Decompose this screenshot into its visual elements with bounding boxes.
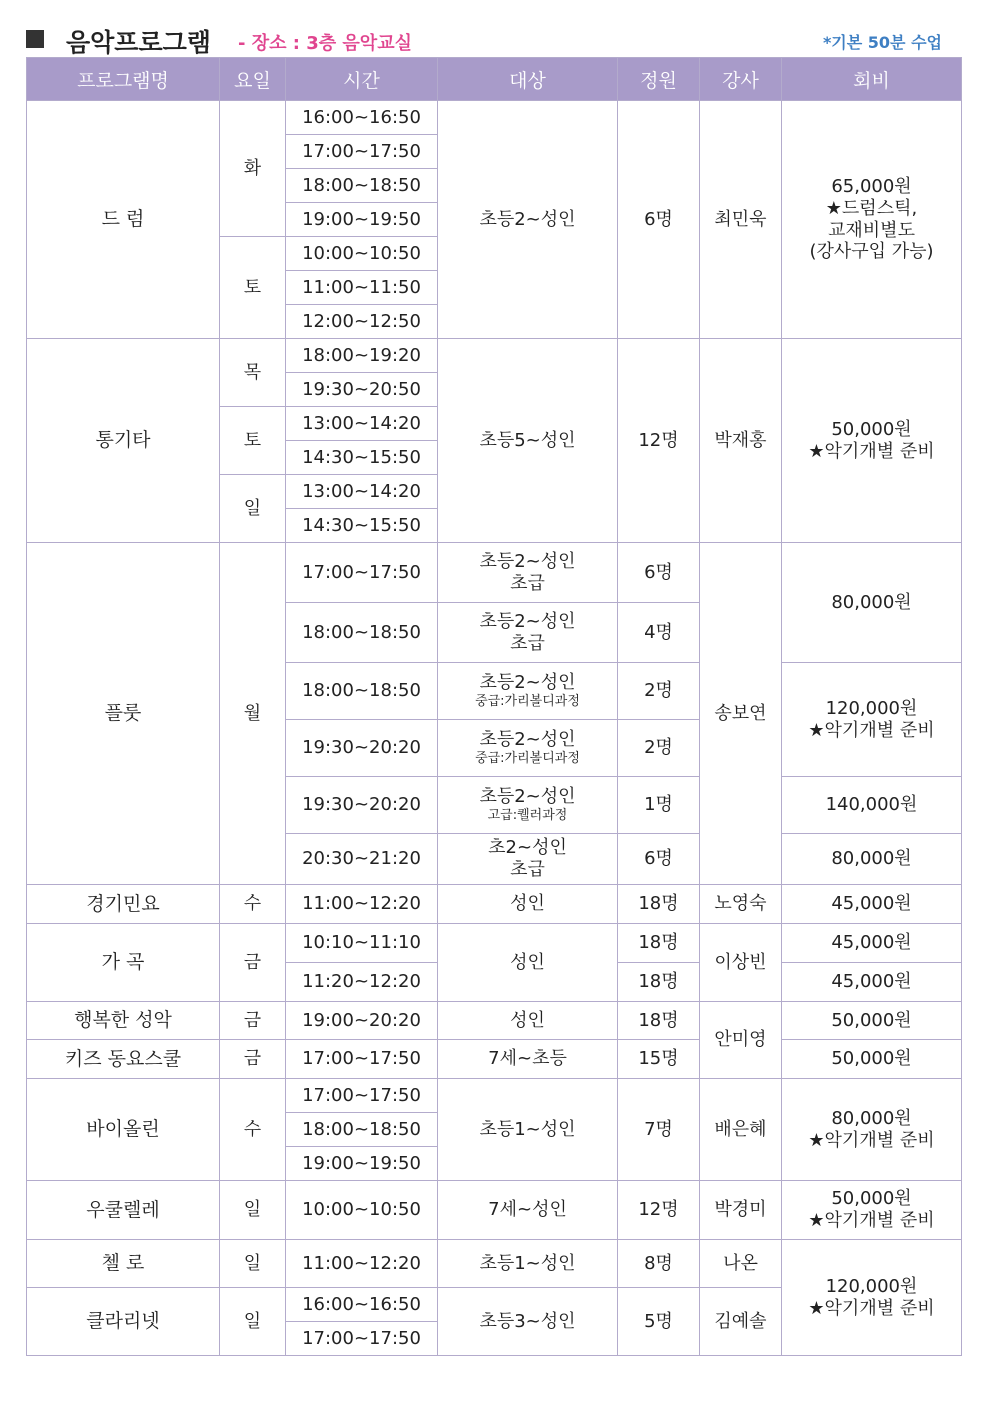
program-name-cello: 첼 로 <box>27 1240 220 1288</box>
col-header-time: 시간 <box>286 58 438 101</box>
day-cell: 일 <box>220 1181 286 1240</box>
program-name-drum: 드 럼 <box>27 101 220 339</box>
capacity-cell: 18명 <box>618 885 700 924</box>
target-cell: 초등3~성인 <box>438 1288 618 1356</box>
fee-note: ★드럼스틱, <box>825 197 918 219</box>
time-cell: 13:00~14:20 <box>286 475 438 509</box>
time-cell: 18:00~18:50 <box>286 1113 438 1147</box>
fee-note: ★악기개별 준비 <box>808 1129 935 1151</box>
table-row <box>27 339 962 373</box>
square-bullet-icon <box>26 30 44 48</box>
col-header-program: 프로그램명 <box>27 58 220 101</box>
fee-cell <box>782 1079 962 1181</box>
time-cell: 20:30~21:20 <box>286 834 438 885</box>
day-cell: 화 <box>220 101 286 237</box>
target-text: 초등2~성인 <box>479 786 576 808</box>
fee-note: ★악기개별 준비 <box>808 1210 935 1231</box>
target-cell <box>438 663 618 720</box>
target-cell: 초등5~성인 <box>438 339 618 543</box>
fee-amount: 80,000원 <box>831 1107 912 1129</box>
target-cell: 초등1~성인 <box>438 1079 618 1181</box>
time-cell: 18:00~18:50 <box>286 603 438 663</box>
program-name-ukulele: 우쿨렐레 <box>27 1181 220 1240</box>
fee-cell: 45,000원 <box>782 963 962 1002</box>
program-name-flute: 플룻 <box>27 543 220 885</box>
teacher-cell: 최민욱 <box>700 101 782 339</box>
time-cell: 11:00~12:20 <box>286 1240 438 1288</box>
time-cell: 17:00~17:50 <box>286 1079 438 1113</box>
fee-cell: 80,000원 <box>782 543 962 663</box>
fee-cell: 50,000원 <box>782 1040 962 1079</box>
day-cell: 일 <box>220 475 286 543</box>
fee-amount: 120,000원 <box>825 1275 918 1297</box>
program-name-kids: 키즈 동요스쿨 <box>27 1040 220 1079</box>
time-cell: 17:00~17:50 <box>286 543 438 603</box>
fee-note: (강사구입 가능) <box>809 241 934 263</box>
capacity-cell: 6명 <box>618 834 700 885</box>
teacher-cell: 안미영 <box>700 1002 782 1079</box>
col-header-capacity: 정원 <box>618 58 700 101</box>
page-header <box>26 20 946 56</box>
fee-amount: 50,000원 <box>831 418 912 440</box>
fee-note: ★악기개별 준비 <box>808 440 935 462</box>
day-cell: 목 <box>220 339 286 407</box>
fee-amount: 50,000원 <box>831 1188 912 1210</box>
table-row <box>27 1079 962 1113</box>
level-text: 초급 <box>510 859 545 880</box>
time-cell: 17:00~17:50 <box>286 1322 438 1356</box>
target-text: 초2~성인 <box>488 837 567 859</box>
capacity-cell: 2명 <box>618 663 700 720</box>
target-cell: 7세~초등 <box>438 1040 618 1079</box>
fee-note: ★악기개별 준비 <box>808 1297 935 1319</box>
day-cell: 금 <box>220 1040 286 1079</box>
capacity-cell: 6명 <box>618 101 700 339</box>
capacity-cell: 4명 <box>618 603 700 663</box>
fee-cell: 140,000원 <box>782 777 962 834</box>
time-cell: 16:00~16:50 <box>286 101 438 135</box>
fee-note: ★악기개별 준비 <box>808 719 935 741</box>
fee-note: 교재비별도 <box>828 219 915 241</box>
capacity-cell: 2명 <box>618 720 700 777</box>
program-name-vocal: 행복한 성악 <box>27 1002 220 1040</box>
capacity-cell: 18명 <box>618 924 700 963</box>
table-row <box>27 543 962 603</box>
time-cell: 10:10~11:10 <box>286 924 438 963</box>
fee-cell <box>782 663 962 777</box>
capacity-cell: 5명 <box>618 1288 700 1356</box>
fee-cell: 45,000원 <box>782 885 962 924</box>
teacher-cell: 배은혜 <box>700 1079 782 1181</box>
time-cell: 17:00~17:50 <box>286 1040 438 1079</box>
time-cell: 17:00~17:50 <box>286 135 438 169</box>
table-row <box>27 885 962 924</box>
page-title: 음악프로그램 <box>66 28 211 57</box>
table-row <box>27 1040 962 1079</box>
day-cell: 월 <box>220 543 286 885</box>
time-cell: 13:00~14:20 <box>286 407 438 441</box>
col-header-teacher: 강사 <box>700 58 782 101</box>
target-cell: 성인 <box>438 924 618 1002</box>
time-cell: 11:00~11:50 <box>286 271 438 305</box>
day-cell: 금 <box>220 924 286 1002</box>
time-cell: 19:30~20:50 <box>286 373 438 407</box>
capacity-cell: 12명 <box>618 339 700 543</box>
time-cell: 18:00~18:50 <box>286 169 438 203</box>
target-text: 초등2~성인 <box>479 729 576 751</box>
capacity-cell: 15명 <box>618 1040 700 1079</box>
teacher-cell: 노영숙 <box>700 885 782 924</box>
target-text: 초등2~성인 <box>479 610 576 632</box>
time-cell: 19:00~20:20 <box>286 1002 438 1040</box>
capacity-cell: 1명 <box>618 777 700 834</box>
level-text: 중급:가리볼디과정 <box>475 751 580 766</box>
target-cell <box>438 834 618 885</box>
fee-cell: 80,000원 <box>782 834 962 885</box>
class-duration-note: *기본 50분 수업 <box>822 33 942 52</box>
time-cell: 10:00~10:50 <box>286 237 438 271</box>
fee-cell <box>782 1240 962 1356</box>
col-header-fee: 회비 <box>782 58 962 101</box>
time-cell: 18:00~18:50 <box>286 663 438 720</box>
day-cell: 수 <box>220 885 286 924</box>
target-cell: 성인 <box>438 885 618 924</box>
time-cell: 16:00~16:50 <box>286 1288 438 1322</box>
target-cell <box>438 603 618 663</box>
time-cell: 19:30~20:20 <box>286 777 438 834</box>
day-cell: 수 <box>220 1079 286 1181</box>
day-cell: 금 <box>220 1002 286 1040</box>
fee-cell: 50,000원 <box>782 1002 962 1040</box>
time-cell: 11:00~12:20 <box>286 885 438 924</box>
time-cell: 19:00~19:50 <box>286 1147 438 1181</box>
day-cell: 토 <box>220 407 286 475</box>
fee-cell <box>782 1181 962 1240</box>
time-cell: 11:20~12:20 <box>286 963 438 1002</box>
target-text: 초등2~성인 <box>479 672 576 694</box>
capacity-cell: 18명 <box>618 1002 700 1040</box>
location-label: - 장소 : 3층 음악교실 <box>238 33 412 54</box>
teacher-cell: 이상빈 <box>700 924 782 1002</box>
level-text: 중급:가리볼디과정 <box>475 694 580 709</box>
program-name-violin: 바이올린 <box>27 1079 220 1181</box>
time-cell: 19:30~20:20 <box>286 720 438 777</box>
program-name-clarinet: 클라리넷 <box>27 1288 220 1356</box>
target-cell: 초등2~성인 <box>438 101 618 339</box>
target-cell <box>438 543 618 603</box>
program-name-gagok: 가 곡 <box>27 924 220 1002</box>
target-text: 초등2~성인 <box>479 550 576 572</box>
time-cell: 10:00~10:50 <box>286 1181 438 1240</box>
teacher-cell: 박재홍 <box>700 339 782 543</box>
target-cell: 7세~성인 <box>438 1181 618 1240</box>
fee-amount: 120,000원 <box>825 697 918 719</box>
capacity-cell: 6명 <box>618 543 700 603</box>
capacity-cell: 8명 <box>618 1240 700 1288</box>
table-row <box>27 924 962 963</box>
level-text: 초급 <box>510 632 545 654</box>
program-name-guitar: 통기타 <box>27 339 220 543</box>
table-row <box>27 101 962 135</box>
time-cell: 12:00~12:50 <box>286 305 438 339</box>
day-cell: 일 <box>220 1240 286 1288</box>
capacity-cell: 7명 <box>618 1079 700 1181</box>
col-header-day: 요일 <box>220 58 286 101</box>
program-name-minyo: 경기민요 <box>27 885 220 924</box>
day-cell: 일 <box>220 1288 286 1356</box>
table-row <box>27 1240 962 1288</box>
day-cell: 토 <box>220 237 286 339</box>
target-cell: 초등1~성인 <box>438 1240 618 1288</box>
capacity-cell: 18명 <box>618 963 700 1002</box>
fee-cell <box>782 101 962 339</box>
time-cell: 14:30~15:50 <box>286 509 438 543</box>
table-row <box>27 1002 962 1040</box>
teacher-cell: 나온 <box>700 1240 782 1288</box>
capacity-cell: 12명 <box>618 1181 700 1240</box>
time-cell: 19:00~19:50 <box>286 203 438 237</box>
fee-cell: 45,000원 <box>782 924 962 963</box>
fee-amount: 65,000원 <box>831 176 912 198</box>
target-cell <box>438 777 618 834</box>
table-row <box>27 1181 962 1240</box>
target-cell <box>438 720 618 777</box>
program-table <box>26 57 962 1356</box>
teacher-cell: 송보연 <box>700 543 782 885</box>
teacher-cell: 박경미 <box>700 1181 782 1240</box>
col-header-target: 대상 <box>438 58 618 101</box>
time-cell: 14:30~15:50 <box>286 441 438 475</box>
level-text: 고급:퀠러과정 <box>487 808 568 823</box>
fee-cell <box>782 339 962 543</box>
time-cell: 18:00~19:20 <box>286 339 438 373</box>
table-header-row <box>27 58 962 101</box>
level-text: 초급 <box>510 572 545 594</box>
target-cell: 성인 <box>438 1002 618 1040</box>
teacher-cell: 김예솔 <box>700 1288 782 1356</box>
